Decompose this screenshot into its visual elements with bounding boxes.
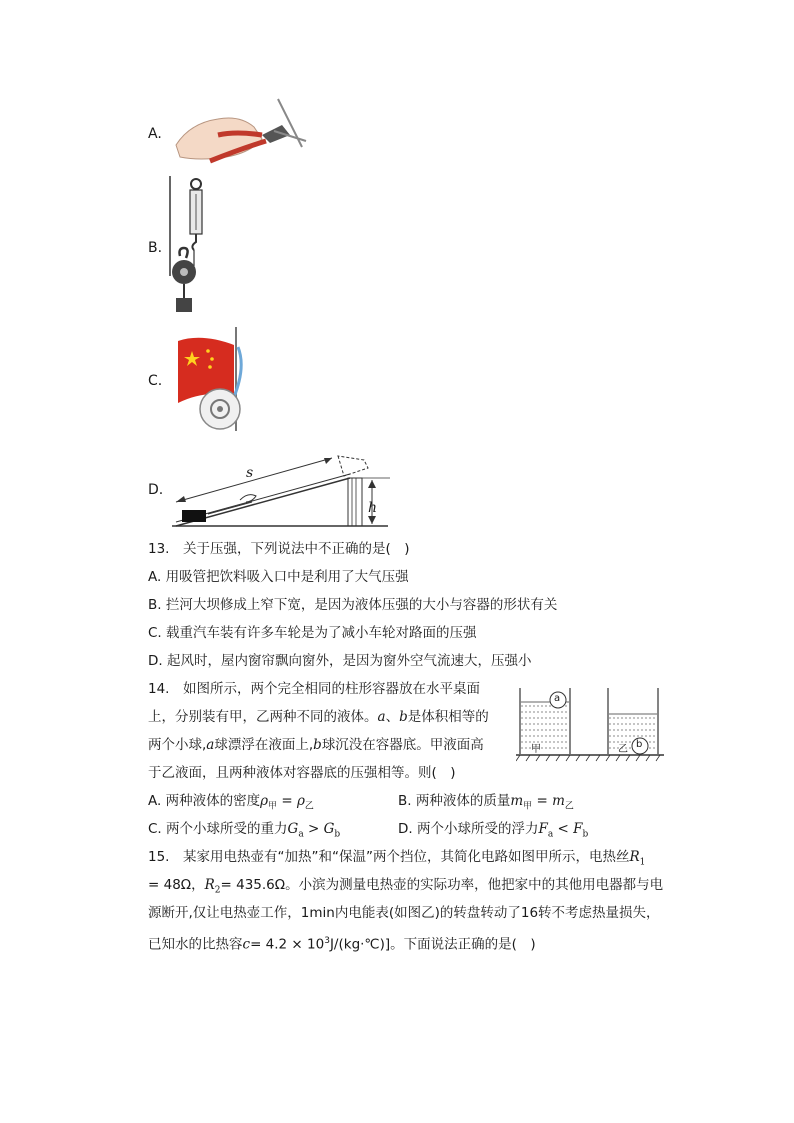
q13-option-b: B. 拦河大坝修成上窄下宽，是因为液体压强的大小与容器的形状有关	[148, 597, 558, 613]
q15-line-4: 已知水的比热容$c= 4.2 \times 10^3J/(kg\cdot℃)$]。下面说法正确的是( )	[148, 936, 536, 953]
pulley-spring-scale-icon	[168, 176, 216, 314]
q13-option-c: C. 载重汽车装有许多车轮是为了减小车轮对路面的压强	[148, 625, 477, 641]
q14-liquid-yi-label: 乙	[618, 744, 628, 755]
q14-line-3: 两个小球,a球漂浮在液面上,b球沉没在容器底。甲液面高	[148, 737, 484, 753]
flag-pole-pulley-icon	[172, 327, 252, 433]
q14-option-d: D. 两个小球所受的浮力$F_a < F_b$	[398, 821, 589, 840]
pliers-hand-icon	[170, 95, 310, 167]
q14-ball-a-label: a	[554, 693, 561, 704]
q14-line-2: 上，分别装有甲，乙两种不同的液体。a、b是体积相等的	[148, 709, 489, 725]
q13-option-a: A. 用吸管把饮料吸入口中是利用了大气压强	[148, 569, 409, 585]
incline-s-label: s	[246, 465, 254, 481]
option-a-label: A.	[148, 126, 162, 142]
inclined-plane-icon	[168, 452, 394, 532]
q15-line-2: = 48Ω，$R_2= 435.6\Omega$。小滨为测量电热壶的实际功率，他把家中的其他用电器都与电	[148, 877, 664, 896]
q13-option-d: D. 起风时，屋内窗帘飘向窗外，是因为窗外空气流速大，压强小	[148, 653, 532, 669]
option-c-label: C.	[148, 373, 163, 389]
q14-ball-b-label: b	[636, 739, 643, 750]
option-b-label: B.	[148, 240, 163, 256]
q14-option-a: A. 两种液体的密度$\rho_甲 = \rho_乙$	[148, 793, 314, 812]
q14-line-4: 于乙液面，且两种液体对容器底的压强相等。则( )	[148, 765, 456, 781]
option-d-label: D.	[148, 482, 164, 498]
q15-line-1: 15. 某家用电热壶有“加热”和“保温”两个挡位，其简化电路如图甲所示，电热丝$R_1$	[148, 849, 646, 868]
incline-h-label: h	[368, 500, 378, 516]
q14-option-c: C. 两个小球所受的重力$G_a > G_b$	[148, 821, 341, 840]
q14-option-b: B. 两种液体的质量$m_甲 = m_乙$	[398, 793, 574, 812]
q14-liquid-jia-label: 甲	[531, 744, 541, 755]
q15-line-3: 源断开,仅让电热壶工作，1min内电能表(如图乙)的转盘转动了16转不考虑热量损失，	[148, 905, 660, 921]
q14-line-1: 14. 如图所示，两个完全相同的柱形容器放在水平桌面	[148, 681, 480, 697]
q13-stem: 13. 关于压强，下列说法中不正确的是( )	[148, 541, 410, 557]
